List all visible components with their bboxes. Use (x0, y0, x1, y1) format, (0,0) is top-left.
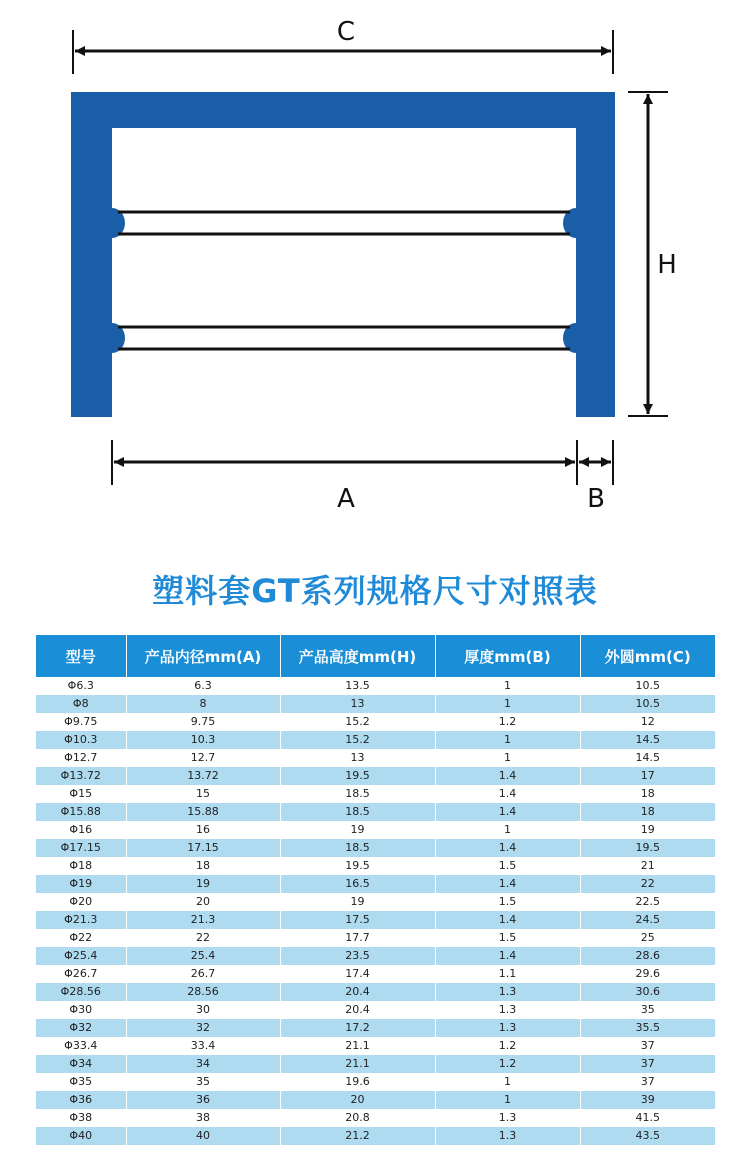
table-row (36, 983, 715, 1001)
cell-thickness: 1 (435, 821, 580, 839)
cell-height: 18.5 (280, 803, 435, 821)
cell-thickness: 1.5 (435, 857, 580, 875)
cell-model: Φ6.3 (36, 677, 126, 695)
cell-thickness: 1 (435, 695, 580, 713)
cell-height: 20.4 (280, 983, 435, 1001)
table-row (36, 1127, 715, 1145)
dimension-a-label: A (337, 484, 355, 514)
cell-height: 17.4 (280, 965, 435, 983)
cell-model: Φ8 (36, 695, 126, 713)
cell-thickness: 1.4 (435, 947, 580, 965)
cell-outer-diameter: 24.5 (580, 911, 715, 929)
table-row (36, 1001, 715, 1019)
cell-thickness: 1.3 (435, 1001, 580, 1019)
cell-outer-diameter: 35.5 (580, 1019, 715, 1037)
cell-inner-diameter: 12.7 (126, 749, 280, 767)
spec-table (36, 635, 715, 1145)
cell-inner-diameter: 18 (126, 857, 280, 875)
cell-height: 19.6 (280, 1073, 435, 1091)
cell-inner-diameter: 38 (126, 1109, 280, 1127)
cell-height: 13.5 (280, 677, 435, 695)
table-row (36, 857, 715, 875)
cell-model: Φ19 (36, 875, 126, 893)
cell-inner-diameter: 40 (126, 1127, 280, 1145)
cell-model: Φ25.4 (36, 947, 126, 965)
cell-height: 18.5 (280, 839, 435, 857)
cell-inner-diameter: 21.3 (126, 911, 280, 929)
cell-inner-diameter: 28.56 (126, 983, 280, 1001)
cell-model: Φ33.4 (36, 1037, 126, 1055)
cell-thickness: 1.4 (435, 803, 580, 821)
table-row (36, 911, 715, 929)
cell-outer-diameter: 43.5 (580, 1127, 715, 1145)
header-thickness: 厚度mm(B) (435, 635, 580, 677)
cell-outer-diameter: 14.5 (580, 731, 715, 749)
table-row (36, 731, 715, 749)
cell-outer-diameter: 22 (580, 875, 715, 893)
cell-height: 17.7 (280, 929, 435, 947)
cell-thickness: 1.4 (435, 785, 580, 803)
table-row (36, 1037, 715, 1055)
table-row (36, 965, 715, 983)
cell-outer-diameter: 14.5 (580, 749, 715, 767)
cell-inner-diameter: 17.15 (126, 839, 280, 857)
table-title: 塑料套GT系列规格尺寸对照表 (152, 572, 598, 610)
cell-outer-diameter: 28.6 (580, 947, 715, 965)
table-row (36, 677, 715, 695)
cell-outer-diameter: 37 (580, 1073, 715, 1091)
cell-model: Φ18 (36, 857, 126, 875)
header-inner-diameter: 产品内径mm(A) (126, 635, 280, 677)
cell-thickness: 1 (435, 731, 580, 749)
cell-model: Φ9.75 (36, 713, 126, 731)
dimension-h-label: H (657, 250, 677, 280)
cell-inner-diameter: 32 (126, 1019, 280, 1037)
cell-outer-diameter: 37 (580, 1055, 715, 1073)
cell-inner-diameter: 30 (126, 1001, 280, 1019)
cell-thickness: 1 (435, 1091, 580, 1109)
table-row (36, 1019, 715, 1037)
cell-model: Φ10.3 (36, 731, 126, 749)
cell-model: Φ34 (36, 1055, 126, 1073)
cell-height: 21.1 (280, 1055, 435, 1073)
cell-outer-diameter: 30.6 (580, 983, 715, 1001)
table-row (36, 893, 715, 911)
table-row (36, 1055, 715, 1073)
header-outer-diameter: 外圆mm(C) (580, 635, 715, 677)
cell-model: Φ35 (36, 1073, 126, 1091)
cell-thickness: 1.5 (435, 893, 580, 911)
cell-model: Φ13.72 (36, 767, 126, 785)
cell-height: 13 (280, 749, 435, 767)
table-header-row (36, 635, 715, 677)
table-row (36, 695, 715, 713)
cell-model: Φ40 (36, 1127, 126, 1145)
cell-model: Φ15 (36, 785, 126, 803)
cell-inner-diameter: 35 (126, 1073, 280, 1091)
cell-model: Φ22 (36, 929, 126, 947)
cell-model: Φ16 (36, 821, 126, 839)
cell-thickness: 1 (435, 749, 580, 767)
cell-model: Φ17.15 (36, 839, 126, 857)
cell-height: 13 (280, 695, 435, 713)
cell-outer-diameter: 17 (580, 767, 715, 785)
cell-thickness: 1 (435, 1073, 580, 1091)
cell-model: Φ36 (36, 1091, 126, 1109)
cell-outer-diameter: 18 (580, 803, 715, 821)
cell-height: 23.5 (280, 947, 435, 965)
sleeve-profile (71, 92, 615, 417)
cell-height: 19 (280, 893, 435, 911)
table-row (36, 803, 715, 821)
cell-inner-diameter: 25.4 (126, 947, 280, 965)
cell-thickness: 1.5 (435, 929, 580, 947)
cell-thickness: 1.1 (435, 965, 580, 983)
cell-model: Φ26.7 (36, 965, 126, 983)
table-row (36, 821, 715, 839)
table-row (36, 875, 715, 893)
cell-model: Φ12.7 (36, 749, 126, 767)
cell-outer-diameter: 10.5 (580, 677, 715, 695)
header-height: 产品高度mm(H) (280, 635, 435, 677)
cell-inner-diameter: 13.72 (126, 767, 280, 785)
cell-model: Φ20 (36, 893, 126, 911)
table-row (36, 929, 715, 947)
cell-thickness: 1.4 (435, 839, 580, 857)
table-row (36, 785, 715, 803)
cell-model: Φ21.3 (36, 911, 126, 929)
cell-height: 18.5 (280, 785, 435, 803)
cell-outer-diameter: 19 (580, 821, 715, 839)
cell-thickness: 1.4 (435, 875, 580, 893)
dimension-a (112, 440, 577, 485)
cell-inner-diameter: 6.3 (126, 677, 280, 695)
dimension-b-label: B (587, 484, 605, 514)
dimension-diagram (0, 0, 750, 540)
cell-inner-diameter: 15 (126, 785, 280, 803)
table-row (36, 839, 715, 857)
cell-thickness: 1.2 (435, 713, 580, 731)
cell-inner-diameter: 20 (126, 893, 280, 911)
cell-outer-diameter: 18 (580, 785, 715, 803)
table-row (36, 767, 715, 785)
cell-inner-diameter: 33.4 (126, 1037, 280, 1055)
cell-inner-diameter: 36 (126, 1091, 280, 1109)
cell-height: 20.4 (280, 1001, 435, 1019)
cell-thickness: 1.3 (435, 1127, 580, 1145)
table-row (36, 713, 715, 731)
table-body (36, 677, 715, 1145)
cell-inner-diameter: 10.3 (126, 731, 280, 749)
cell-height: 17.2 (280, 1019, 435, 1037)
cell-model: Φ30 (36, 1001, 126, 1019)
cell-model: Φ28.56 (36, 983, 126, 1001)
cell-outer-diameter: 39 (580, 1091, 715, 1109)
cell-outer-diameter: 10.5 (580, 695, 715, 713)
cell-model: Φ32 (36, 1019, 126, 1037)
cell-height: 20 (280, 1091, 435, 1109)
cell-thickness: 1.2 (435, 1037, 580, 1055)
cell-outer-diameter: 19.5 (580, 839, 715, 857)
cell-height: 19.5 (280, 767, 435, 785)
cell-height: 21.2 (280, 1127, 435, 1145)
dimension-c-label: C (336, 17, 356, 47)
cell-inner-diameter: 15.88 (126, 803, 280, 821)
cell-inner-diameter: 9.75 (126, 713, 280, 731)
cell-outer-diameter: 22.5 (580, 893, 715, 911)
cell-thickness: 1.2 (435, 1055, 580, 1073)
cell-inner-diameter: 22 (126, 929, 280, 947)
table-row (36, 1073, 715, 1091)
cell-outer-diameter: 21 (580, 857, 715, 875)
cell-model: Φ15.88 (36, 803, 126, 821)
header-model: 型号 (36, 635, 126, 677)
cell-height: 17.5 (280, 911, 435, 929)
cell-model: Φ38 (36, 1109, 126, 1127)
cell-outer-diameter: 12 (580, 713, 715, 731)
cell-inner-diameter: 19 (126, 875, 280, 893)
cell-height: 19 (280, 821, 435, 839)
cell-outer-diameter: 29.6 (580, 965, 715, 983)
cell-height: 19.5 (280, 857, 435, 875)
cell-thickness: 1.4 (435, 767, 580, 785)
table-row (36, 1109, 715, 1127)
cell-outer-diameter: 37 (580, 1037, 715, 1055)
dimension-b (579, 440, 613, 485)
cell-height: 16.5 (280, 875, 435, 893)
cell-outer-diameter: 41.5 (580, 1109, 715, 1127)
cell-thickness: 1.3 (435, 983, 580, 1001)
cell-inner-diameter: 16 (126, 821, 280, 839)
cell-height: 21.1 (280, 1037, 435, 1055)
cell-height: 15.2 (280, 731, 435, 749)
cell-inner-diameter: 8 (126, 695, 280, 713)
cell-thickness: 1 (435, 677, 580, 695)
table-row (36, 749, 715, 767)
table-row (36, 947, 715, 965)
cell-height: 20.8 (280, 1109, 435, 1127)
cell-inner-diameter: 26.7 (126, 965, 280, 983)
cell-height: 15.2 (280, 713, 435, 731)
cell-thickness: 1.3 (435, 1109, 580, 1127)
cell-outer-diameter: 35 (580, 1001, 715, 1019)
table-row (36, 1091, 715, 1109)
cell-outer-diameter: 25 (580, 929, 715, 947)
cell-thickness: 1.4 (435, 911, 580, 929)
cell-thickness: 1.3 (435, 1019, 580, 1037)
inner-grooves (118, 212, 570, 349)
cell-inner-diameter: 34 (126, 1055, 280, 1073)
